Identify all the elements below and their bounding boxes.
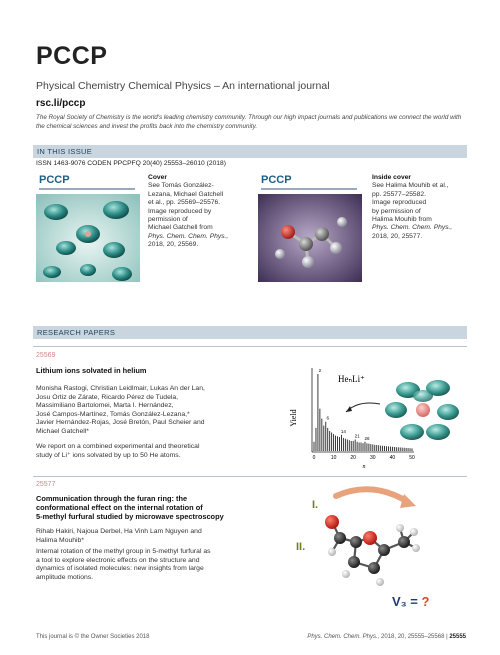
cover-caption-line: Image reproduced by: [148, 207, 212, 215]
cover-image: [36, 172, 140, 282]
cover-caption-line: permission of: [148, 216, 188, 224]
abstract-line: dynamics of isolated molecules: new insights from large: [36, 565, 204, 573]
v3-label: V₃ = ?: [392, 594, 430, 609]
article-abstract: [36, 443, 266, 460]
methyl-carbon-atom: [398, 536, 410, 548]
in-this-issue-label: IN THIS ISSUE: [37, 147, 93, 156]
x-tick-label: 50: [409, 455, 415, 461]
he-li-cluster: [385, 380, 459, 440]
article-divider: [33, 476, 467, 477]
peak-label: 21: [354, 433, 360, 439]
x-tick-label: 20: [350, 455, 356, 461]
cover-logo: PCCP: [39, 174, 70, 186]
conformer-label-2: II.: [296, 541, 306, 553]
cover-caption-line: 2018, 20, 25577.: [372, 232, 423, 240]
x-tick-label: 30: [370, 455, 376, 461]
page-number: 25555: [449, 634, 466, 640]
cover-caption-line: Phys. Chem. Chem. Phys.,: [148, 232, 229, 240]
article-number: 25569: [36, 352, 56, 359]
journal-link[interactable]: rsc.li/pccp: [36, 98, 86, 109]
author-line: Rihab Hakiri, Najoua Derbel, Ha Vinh Lam Nguyen and: [36, 528, 202, 535]
peak-label: 2: [318, 368, 322, 373]
cover-caption-line: pp. 25577–25582.: [372, 190, 426, 198]
footer-pages: 2018, 20, 25555–25568 |: [379, 634, 448, 640]
hydrogen-atom: [396, 524, 404, 532]
footer-copyright: This journal is © the Owner Societies 2018: [36, 634, 150, 640]
cover-caption-line: by permission of: [372, 207, 421, 215]
abstract-line: amplitude motions.: [36, 573, 94, 581]
title-line: 5-methyl furfural studied by microwave spectroscopy: [36, 512, 224, 521]
inside-cover-title: Inside cover: [372, 174, 412, 181]
carbon-atom: [368, 562, 380, 574]
inside-cover-caption: [372, 174, 460, 241]
inside-cover-image: [258, 172, 362, 282]
carbon-atom: [348, 556, 360, 568]
carbon-atom: [334, 532, 346, 544]
cover-caption-line: 2018, 20, 25569.: [148, 241, 199, 249]
cover-caption-line: See Tomás González-: [148, 182, 214, 190]
hydrogen-atom: [342, 570, 350, 578]
cover-caption-line: Lezana, Michael Gatchell: [148, 190, 224, 198]
article-authors: [36, 385, 276, 437]
helium-yield-figure: [288, 360, 468, 472]
abstract-line: We report on a combined experimental and theoretical: [36, 443, 200, 450]
in-this-issue-bar: [33, 145, 467, 158]
rotation-arrow: [336, 489, 408, 502]
research-papers-bar: [33, 326, 467, 339]
cover-caption-line: Michael Gatchell from: [148, 224, 213, 232]
title-line: conformational effect on the internal rotation of: [36, 503, 203, 512]
x-tick-labels: [313, 455, 415, 461]
article-authors: [36, 528, 276, 545]
abstract-line: a tool to explore electronic effects on the structure and: [36, 556, 200, 564]
carbon-atom: [378, 544, 390, 556]
abstract-line: study of Li⁺ ions solvated by up to 50 He atoms.: [36, 451, 181, 459]
hydrogen-atom: [410, 528, 418, 536]
cover-caption-line: Halima Mouhib from: [372, 216, 432, 224]
footer-journal: Phys. Chem. Chem. Phys.,: [307, 634, 380, 640]
author-line: Michael Gatchell*: [36, 427, 89, 435]
hydrogen-atom: [376, 578, 384, 586]
hydrogen-atom: [412, 544, 420, 552]
author-line: Josu Ortiz de Zárate, Ricardo Pérez de Tudela,: [36, 393, 179, 401]
cover-title: Cover: [148, 174, 167, 181]
footer-citation: [307, 634, 466, 640]
conformer-label-1: I.: [312, 499, 319, 511]
author-line: Monisha Rastogi, Christian Leidlmair, Lukas An der Lan,: [36, 385, 205, 392]
x-tick-label: 40: [389, 455, 396, 461]
article-number: 25577: [36, 481, 56, 488]
methyl-furfural-figure: [292, 482, 468, 622]
title-line: Communication through the furan ring: the: [36, 494, 188, 503]
peak-label: 26: [364, 435, 370, 441]
journal-tagline: Physical Chemistry Chemical Physics – An international journal: [36, 80, 330, 92]
cover-caption: [148, 174, 236, 250]
author-line: José Campos-Martínez, Tomás González-Lezana,*: [36, 410, 190, 418]
carbon-atom: [350, 536, 362, 548]
ring-oxygen-atom: [363, 531, 377, 545]
research-papers-label: RESEARCH PAPERS: [37, 328, 116, 337]
cover-caption-line: et al., pp. 25569–25576.: [148, 199, 221, 207]
issn-line: ISSN 1463-9076 CODEN PPCPFQ 20(40) 25553–26010 (2018): [36, 160, 226, 167]
y-axis-label: Yield: [289, 409, 298, 427]
peak-label: 14: [340, 428, 346, 434]
author-line: Halima Mouhib*: [36, 536, 84, 544]
annotation-arrowhead: [346, 406, 352, 412]
abstract-line: Internal rotation of the methyl group in 5-methyl furfural as: [36, 548, 211, 555]
x-tick-label: 10: [330, 455, 337, 461]
journal-intro: The Royal Society of Chemistry is the world's leading chemistry community. Through our high impact journals and publications we connect the world with the chemical sciences and invest the profits back into the chemistry community.: [36, 114, 462, 130]
inside-cover-logo: PCCP: [261, 174, 292, 186]
cluster-formula: HeₙLi⁺: [338, 374, 365, 384]
article-abstract: [36, 548, 266, 582]
article-title[interactable]: [36, 494, 306, 521]
author-line: Massimiliano Bartolomei, Marta I. Hernández,: [36, 402, 174, 410]
article-divider: [33, 346, 467, 347]
cover-caption-line: Phys. Chem. Chem. Phys.,: [372, 224, 453, 232]
x-tick-label: 0: [312, 455, 316, 461]
journal-brand: PCCP: [36, 42, 108, 70]
cover-caption-line: See Halima Mouhib et al.,: [372, 182, 449, 190]
author-line: Javier Hernández-Rojas, José Bretón, Paul Scheier and: [36, 419, 205, 427]
cover-caption-line: Image reproduced: [372, 199, 427, 207]
hydrogen-atom: [328, 548, 336, 556]
x-axis-label: n: [362, 464, 366, 470]
oxygen-atom: [325, 515, 339, 529]
peak-label: 6: [326, 415, 330, 421]
article-title[interactable]: Lithium ions solvated in helium: [36, 366, 147, 375]
